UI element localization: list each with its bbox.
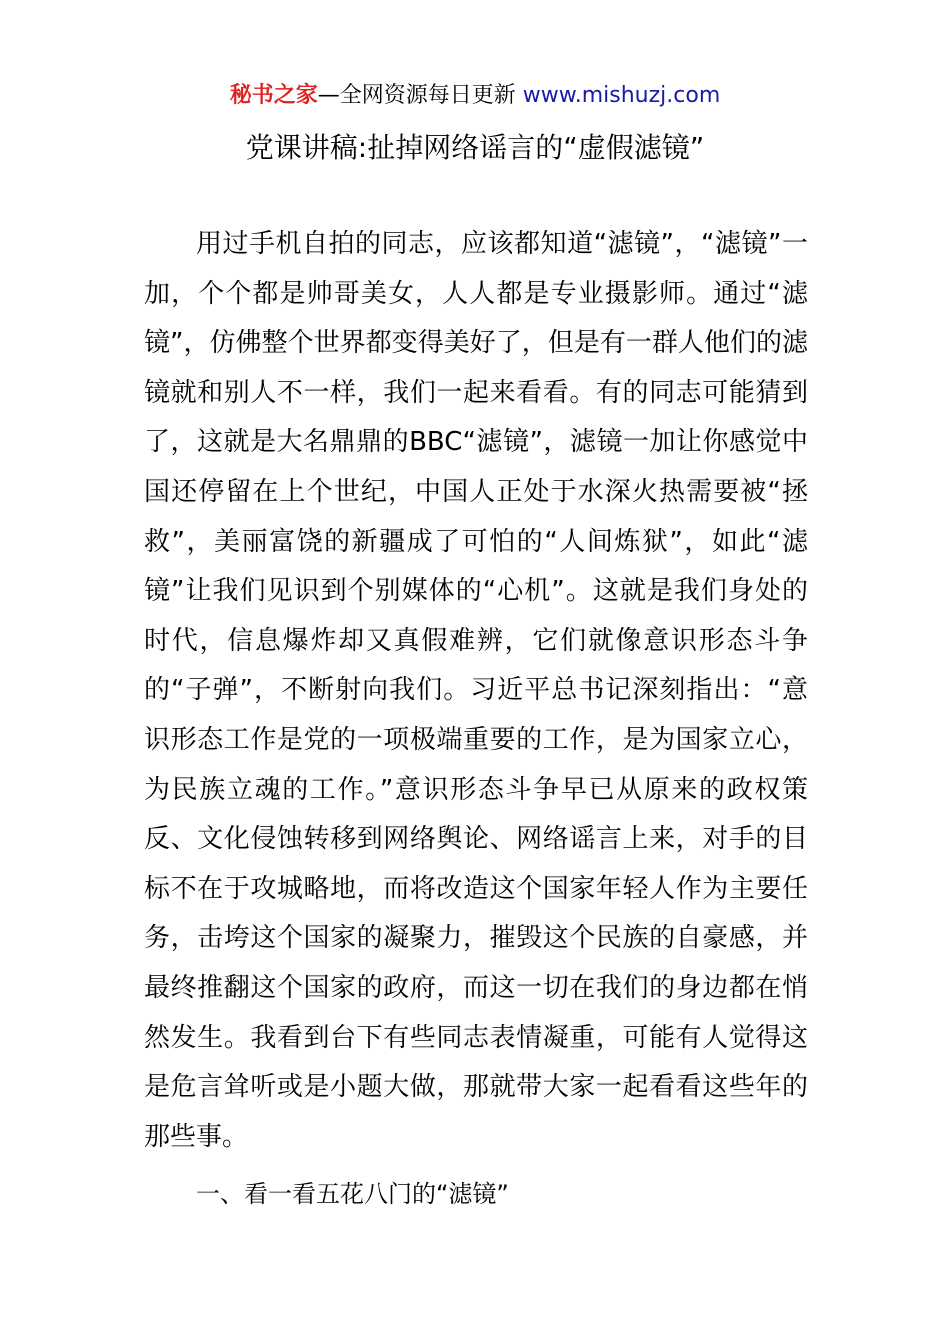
document-body [144,220,808,1214]
site-tagline: —全网资源每日更新 [317,83,516,108]
site-header [0,80,950,112]
document-title: 党课讲稿:扯掉网络谣言的“虚假滤镜” [245,131,705,164]
body-paragraph: 用过手机自拍的同志，应该都知道“滤镜”，“滤镜”一加，个个都是帅哥美女，人人都是专业摄影师。通过“滤镜”，仿佛整个世界都变得美好了，但是有一群人他们的滤镜就和别人不一样，我们一起来看看。有的同志可能猜到了，这就是大名鼎鼎的BBC“滤镜”，滤镜一加让你感觉中国还停留在上个世纪，中国人正处于水深火热需要被“拯救”，美丽富饶的新疆成了可怕的“人间炼狱”，如此“滤镜”让我们见识到个别媒体的“心机”。这就是我们身处的时代，信息爆炸却又真假难辨，它们就像意识形态斗争的“子弹”，不断射向我们。习近平总书记深刻指出：“意识形态工作是党的一项极端重要的工作，是为国家立心，为民族立魂的工作。”意识形态斗争早已从原来的政权策反、文化侵蚀转移到网络舆论、网络谣言上来，对手的目标不在于攻城略地，而将改造这个国家年轻人作为主要任务，击垮这个国家的凝聚力，摧毁这个民族的自豪感，并最终推翻这个国家的政府，而这一切在我们的身边都在悄然发生。我看到台下有些同志表情凝重，可能有人觉得这是危言耸听或是小题大做，那就带大家一起看看这些年的那些事。 [144,229,808,1152]
site-brand: 秘书之家 [229,83,318,108]
site-url-link[interactable]: www.mishuzj.com [522,83,721,108]
section-heading: 一、看一看五花八门的“滤镜” [196,1180,509,1209]
